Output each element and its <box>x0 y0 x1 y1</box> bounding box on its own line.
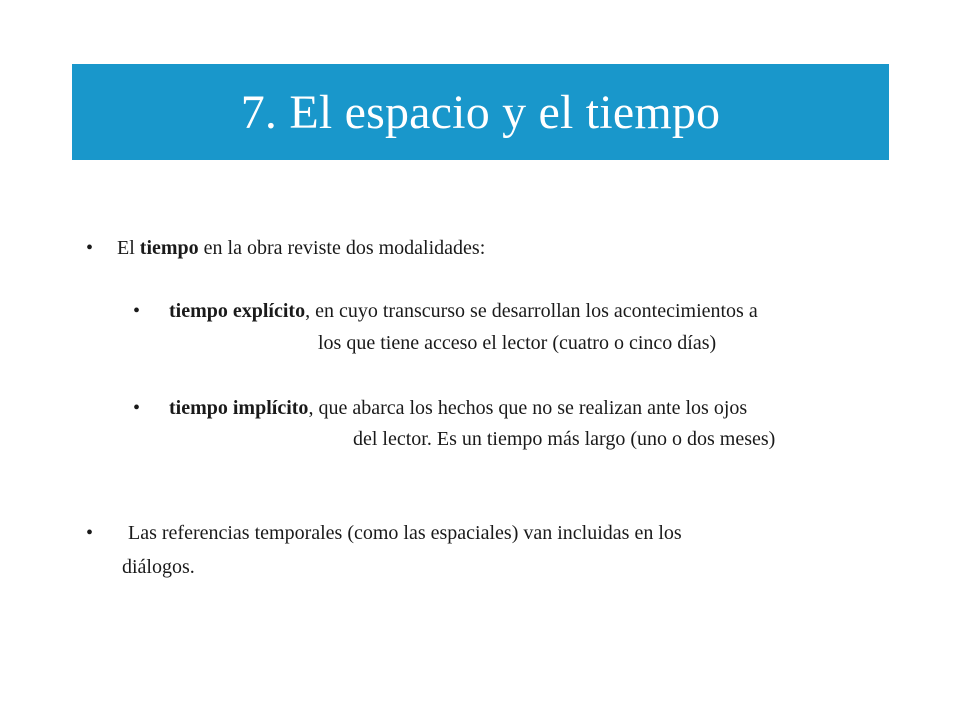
bullet-referencias-line1: Las referencias temporales (como las espaciales) van incluidas en los <box>128 522 682 544</box>
sub1-continuation: los que tiene acceso el lector (cuatro o cinco días) <box>318 332 717 354</box>
title-banner <box>72 64 889 160</box>
sub2-continuation: del lector. Es un tiempo más largo (uno o dos meses) <box>353 428 776 450</box>
sub2-bold: tiempo implícito <box>169 397 309 419</box>
bullet-referencias-line2: diálogos. <box>122 556 195 578</box>
sub1-post: , en cuyo transcurso se desarrollan los acontecimientos a <box>305 300 758 322</box>
bullet-marker-sub2: • <box>133 397 141 419</box>
sub-bullet-tiempo-explicito <box>169 299 758 323</box>
bullet-marker-2: • <box>86 522 94 544</box>
bullet-tiempo-modalidades <box>117 236 485 260</box>
b1-post: en la obra reviste dos modalidades: <box>198 237 486 259</box>
b1-bold-tiempo: tiempo <box>139 237 199 259</box>
bullet-marker-1: • <box>86 237 94 259</box>
b1-pre: El <box>117 237 140 259</box>
sub-bullet-tiempo-implicito <box>169 396 747 420</box>
sub2-post: , que abarca los hechos que no se realizan ante los ojos <box>308 397 748 419</box>
slide-title: 7. El espacio y el tiempo <box>240 85 721 139</box>
sub1-bold: tiempo explícito <box>169 300 306 322</box>
bullet-marker-sub1: • <box>133 300 141 322</box>
